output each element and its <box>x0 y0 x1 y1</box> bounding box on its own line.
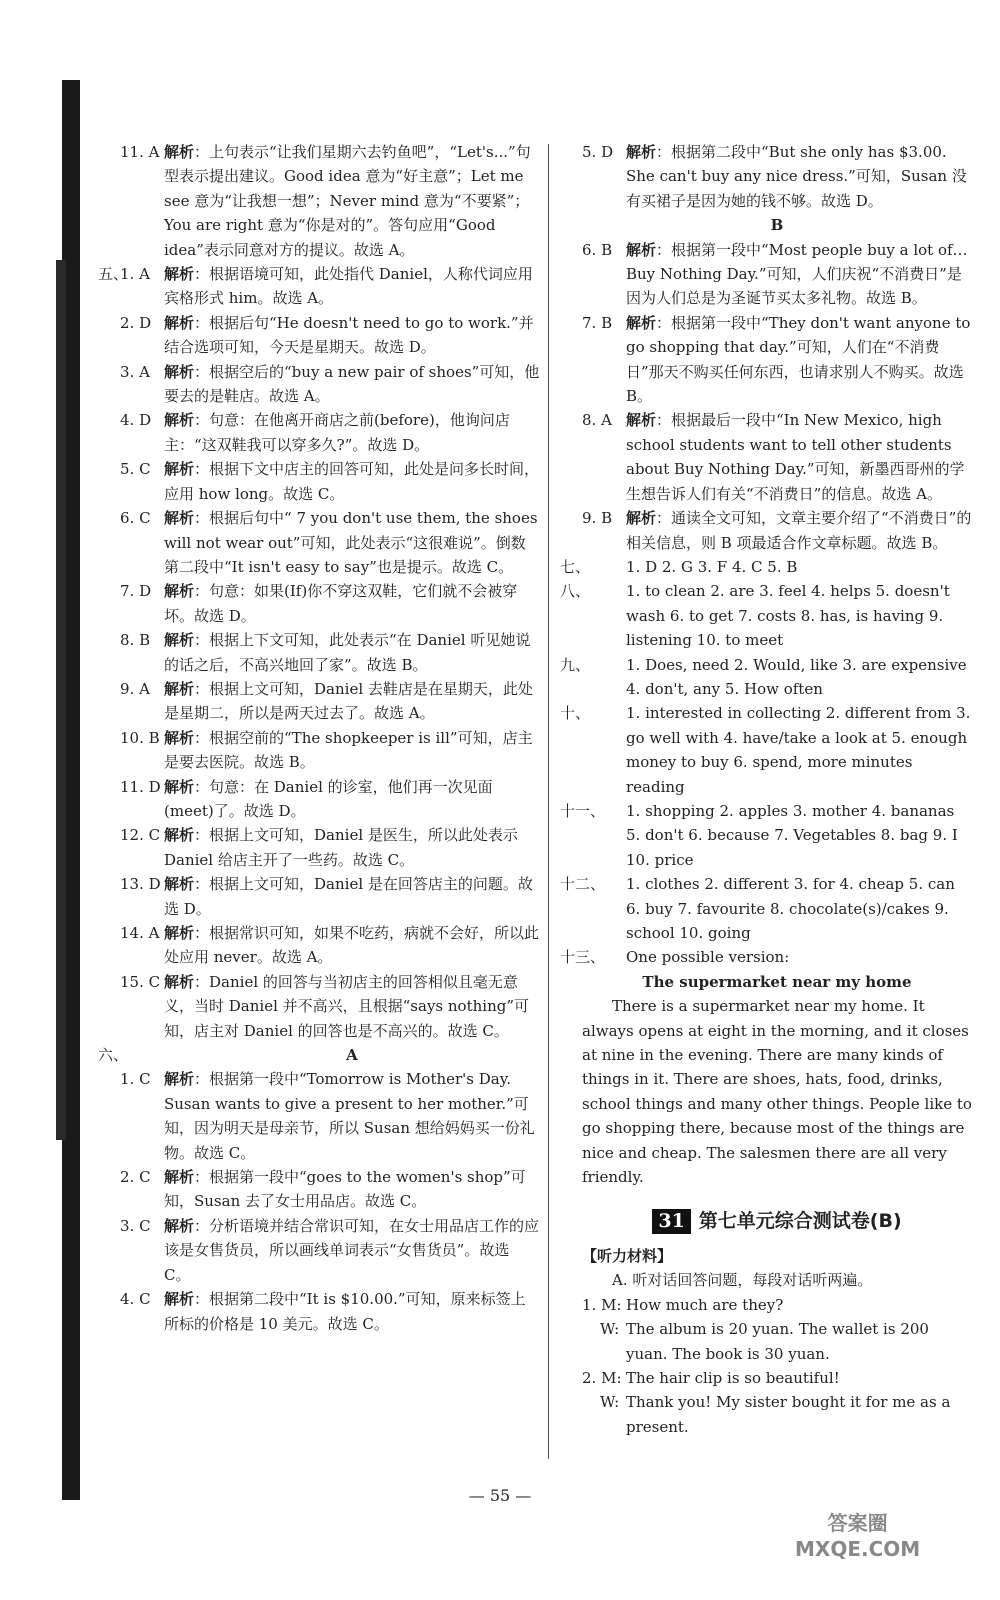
answer-item <box>120 506 540 579</box>
dialog-text: How much are they? <box>626 1295 784 1314</box>
analysis-text: ：根据第一段中“They don't want anyone to go shopping that day.”可知，人们在“不消费日”那天不购买任何东西，也请求别人不购买。故选 B。 <box>626 313 971 406</box>
analysis-text: ：根据第一段中“Tomorrow is Mother's Day. Susan wants to give a present to her mother.”可知，因为明天是母亲节，所以 Susan 想给妈妈买一份礼物。故选 C。 <box>164 1070 535 1162</box>
analysis-text: ：根据空后的“buy a new pair of shoes”可知，他要去的是鞋店。故选 A。 <box>164 362 540 406</box>
analysis-key: 解析 <box>164 1290 195 1309</box>
answer-item <box>120 775 540 824</box>
analysis-key: 解析 <box>164 411 195 430</box>
answer-item <box>120 140 540 262</box>
analysis-key: 解析 <box>626 509 657 528</box>
answer-item <box>120 823 540 872</box>
analysis-text: ：句意：如果(If)你不穿这双鞋，它们就不会被穿坏。故选 D。 <box>164 582 518 625</box>
analysis-text: ：根据语境可知，此处指代 Daniel，人称代词应用宾格形式 him。故选 A。 <box>164 265 533 308</box>
answer-item <box>120 677 540 726</box>
analysis-key: 解析 <box>164 924 195 942</box>
analysis-key: 解析 <box>626 240 657 259</box>
item-number: 2. C <box>120 1168 151 1187</box>
answer-item <box>582 140 972 213</box>
short-answer-sections <box>560 555 972 970</box>
item-number: 6. B <box>582 240 613 259</box>
unit-number-badge: 31 <box>652 1209 690 1233</box>
speaker-label: 1. M: <box>582 1295 622 1314</box>
analysis-text: ：根据下文中店主的回答可知，此处是问多长时间，应用 how long。故选 C。 <box>164 460 540 503</box>
analysis-text: ：通读全文可知，文章主要介绍了“不消费日”的相关信息，则 B 项最适合作文章标题。故选 B。 <box>626 509 972 552</box>
analysis-key: 解析 <box>164 826 195 845</box>
analysis-key: 解析 <box>164 143 195 161</box>
page-number: — 55 — <box>468 1486 532 1505</box>
analysis-key: 解析 <box>626 313 657 332</box>
item-number: 8. B <box>120 631 151 650</box>
dialog-text: Thank you! My sister bought it for me as a present. <box>626 1393 951 1436</box>
analysis-key: 解析 <box>164 362 195 381</box>
analysis-text: ：根据最后一段中“In New Mexico, high school students want to tell other students about Buy Nothing Day.”可知，新墨西哥州的学生想告诉人们有关“不消费日”的信息。故选 A。 <box>626 411 965 503</box>
dialog-text: The album is 20 yuan. The wallet is 200 yuan. The book is 30 yuan. <box>626 1320 929 1363</box>
dialog-line <box>582 1390 972 1439</box>
analysis-key: 解析 <box>164 265 195 284</box>
answer-item <box>98 262 540 311</box>
passage-label: A <box>346 1046 358 1065</box>
analysis-text: ：根据上下文可知，此处表示“在 Daniel 听见她说的话之后，不高兴地回了家”。故选 B。 <box>164 631 531 674</box>
item-number: 4. D <box>120 411 152 430</box>
answer-item <box>120 1214 540 1287</box>
analysis-text: ：上句表示“让我们星期六去钓鱼吧”，“Let's...”句型表示提出建议。Good idea 意为“好主意”；Let me see 意为“让我想一想”；Never mind 意为“不要紧”；You are right 意为“你是对的”。答句应用“Good idea”表示同意对方的提议。故选 A。 <box>164 143 531 259</box>
section-answers: One possible version: <box>626 948 790 967</box>
section-eleven <box>560 799 972 872</box>
answer-item <box>120 970 540 1043</box>
listening-label: 【听力材料】 <box>582 1246 673 1265</box>
analysis-text: ：Daniel 的回答与当初店主的回答相似且毫无意义，当时 Daniel 并不高兴，且根据“says nothing”可知，店主对 Daniel 的回答也是不高兴的。故选 C。 <box>164 972 529 1040</box>
watermark-logo <box>795 1510 920 1562</box>
section-eight <box>560 579 972 652</box>
analysis-text: ：根据空前的“The shopkeeper is ill”可知，店主是要去医院。故选 B。 <box>164 728 533 772</box>
section-label: 十二、 <box>560 875 606 894</box>
passage-label: B <box>770 216 784 235</box>
section-nine <box>560 653 972 702</box>
item-number: 1. C <box>120 1070 151 1089</box>
analysis-key: 解析 <box>164 631 195 650</box>
watermark-url: MXQE.COM <box>795 1537 921 1561</box>
analysis-key: 解析 <box>164 777 195 796</box>
analysis-text: ：根据第二段中“But she only has $3.00. She can't buy any nice dress.”可知，Susan 没有买裙子是因为她的钱不够。故选 D。 <box>626 143 967 210</box>
unit-title <box>582 1209 972 1233</box>
analysis-text: ：根据常识可知，如果不吃药，病就不会好，所以此处应用 never。故选 A。 <box>164 924 540 967</box>
answer-item <box>120 457 540 506</box>
right-column <box>560 140 972 1439</box>
analysis-text: ：根据上文可知，Daniel 是医生，所以此处表示 Daniel 给店主开了一些药。故选 C。 <box>164 826 518 869</box>
speaker-label: 2. M: <box>582 1368 622 1387</box>
answer-item <box>120 726 540 775</box>
dialog-text: The hair clip is so beautiful! <box>626 1368 840 1387</box>
answer-item <box>120 628 540 677</box>
item-number: 7. D <box>120 582 152 601</box>
scan-edge-shadow-inner <box>56 260 66 1140</box>
section-answers: 1. Does, need 2. Would, like 3. are expensive 4. don't, any 5. How often <box>626 655 967 698</box>
analysis-key: 解析 <box>164 972 195 991</box>
item-number: 9. A <box>120 679 150 698</box>
item-number: 3. C <box>120 1216 151 1235</box>
item-number: 1. A <box>120 265 150 284</box>
item-number: 2. D <box>120 313 152 332</box>
section-ten <box>560 701 972 799</box>
answer-item <box>582 408 972 506</box>
item-number: 8. A <box>582 411 612 430</box>
section-answers: 1. D 2. G 3. F 4. C 5. B <box>626 557 798 576</box>
section-answers: 1. interested in collecting 2. different from 3. go well with 4. have/take a look at 5. enough money to buy 6. spend, more minutes reading <box>626 704 971 796</box>
section-label: 七、 <box>560 557 591 576</box>
item-number: 11. D <box>120 777 161 796</box>
answer-item <box>120 579 540 628</box>
analysis-key: 解析 <box>626 143 657 161</box>
analysis-key: 解析 <box>164 728 195 747</box>
analysis-key: 解析 <box>626 411 657 430</box>
item-number: 7. B <box>582 313 613 332</box>
analysis-text: ：根据第一段中“goes to the women's shop”可知，Susan 去了女士用品店。故选 C。 <box>164 1168 526 1211</box>
listening-instructions: A. 听对话回答问题，每段对话听两遍。 <box>612 1271 873 1290</box>
answer-item <box>120 408 540 457</box>
dialog-line <box>582 1317 972 1366</box>
answer-item <box>120 921 540 970</box>
section-label: 八、 <box>560 582 591 601</box>
analysis-key: 解析 <box>164 313 195 332</box>
analysis-text: ：根据上文可知，Daniel 是在回答店主的问题。故选 D。 <box>164 875 533 918</box>
section-label: 九、 <box>560 655 591 674</box>
dialog-line <box>582 1293 972 1317</box>
section-answers: 1. clothes 2. different 3. for 4. cheap 5. can 6. buy 7. favourite 8. chocolate(s)/cakes 9. school 10. going <box>626 875 955 942</box>
answer-item <box>120 360 540 409</box>
item-number: 12. C <box>120 826 161 845</box>
analysis-text: ：分析语境并结合常识可知，在女士用品店工作的应该是女售货员，所以画线单词表示“女售货员”。故选 C。 <box>164 1216 540 1284</box>
unit-title-text: 第七单元综合测试卷(B) <box>698 1210 902 1233</box>
analysis-key: 解析 <box>164 1168 195 1187</box>
answer-item <box>582 311 972 409</box>
section-label: 六、 <box>98 1046 129 1065</box>
section-label: 十一、 <box>560 801 606 820</box>
analysis-key: 解析 <box>164 679 195 698</box>
left-column <box>98 140 540 1336</box>
item-number: 15. C <box>120 972 161 991</box>
speaker-label: W: <box>600 1320 620 1339</box>
answer-item <box>120 872 540 921</box>
answer-item <box>120 311 540 360</box>
section-label: 十、 <box>560 704 591 723</box>
analysis-text: ：根据后句中“ 7 you don't use them, the shoes will not wear out”可知，此处表示“这很难说”。倒数第二段中“It isn't easy to say”也是提示。故选 C。 <box>164 509 538 576</box>
item-number: 11. A <box>120 143 160 161</box>
item-number: 5. D <box>582 143 614 161</box>
watermark-text: 答案圈 <box>827 1511 888 1535</box>
item-number: 4. C <box>120 1290 151 1309</box>
analysis-key: 解析 <box>164 1070 195 1089</box>
section-six-header <box>98 1043 540 1067</box>
section-seven <box>560 555 972 579</box>
column-divider <box>548 144 549 1459</box>
speaker-label: W: <box>600 1393 620 1412</box>
analysis-text: ：句意：在 Daniel 的诊室，他们再一次见面(meet)了。故选 D。 <box>164 777 493 820</box>
dialog <box>582 1293 972 1439</box>
analysis-key: 解析 <box>164 875 195 894</box>
item-number: 13. D <box>120 875 161 894</box>
answer-item <box>582 506 972 555</box>
section-answers: 1. to clean 2. are 3. feel 4. helps 5. doesn't wash 6. to get 7. costs 8. has, is having 9. listening 10. to meet <box>626 582 950 650</box>
analysis-key: 解析 <box>164 582 195 601</box>
essay-title: The supermarket near my home <box>642 972 912 991</box>
dialog-line <box>582 1366 972 1390</box>
section-twelve <box>560 872 972 945</box>
analysis-key: 解析 <box>164 460 195 479</box>
item-number: 5. C <box>120 460 151 479</box>
section-thirteen <box>560 945 972 969</box>
essay-body: There is a supermarket near my home. It always opens at eight in the morning, and it closes at nine in the evening. There are many kinds of things in it. There are shoes, hats, food, drinks, school things and many other things. People like to go shopping there, because most of the things are nice and cheap. The salesmen there are all very friendly. <box>582 997 972 1187</box>
item-number: 6. C <box>120 509 151 528</box>
analysis-text: ：根据第一段中“Most people buy a lot of… Buy Nothing Day.”可知，人们庆祝“不消费日”是因为人们总是为圣诞节买太多礼物。故选 B。 <box>626 240 968 308</box>
analysis-text: ：句意：在他离开商店之前(before)，他询问店主：“这双鞋我可以穿多久?”。故选 D。 <box>164 411 510 454</box>
analysis-text: ：根据第二段中“It is $10.00.”可知，原来标签上所标的价格是 10 美元。故选 C。 <box>164 1290 526 1333</box>
analysis-text: ：根据后句“He doesn't need to go to work.”并结合选项可知，今天是星期天。故选 D。 <box>164 313 534 357</box>
answer-item <box>120 1165 540 1214</box>
section-five <box>98 262 540 1043</box>
answer-item <box>582 238 972 311</box>
item-number: 3. A <box>120 362 150 381</box>
section-six <box>120 1067 540 1335</box>
section-label: 五、 <box>98 265 129 284</box>
analysis-key: 解析 <box>164 1216 195 1235</box>
item-number: 9. B <box>582 509 613 528</box>
analysis-text: ：根据上文可知，Daniel 去鞋店是在星期天，此处是星期二，所以是两天过去了。故选 A。 <box>164 679 533 723</box>
answer-item <box>120 1067 540 1165</box>
section-label: 十三、 <box>560 948 606 967</box>
section-answers: 1. shopping 2. apples 3. mother 4. bananas 5. don't 6. because 7. Vegetables 8. bag 9. I 10. price <box>626 801 958 869</box>
answer-item <box>120 1287 540 1336</box>
item-number: 10. B <box>120 728 160 747</box>
item-number: 14. A <box>120 924 160 942</box>
section-b <box>582 238 972 555</box>
analysis-key: 解析 <box>164 509 195 528</box>
